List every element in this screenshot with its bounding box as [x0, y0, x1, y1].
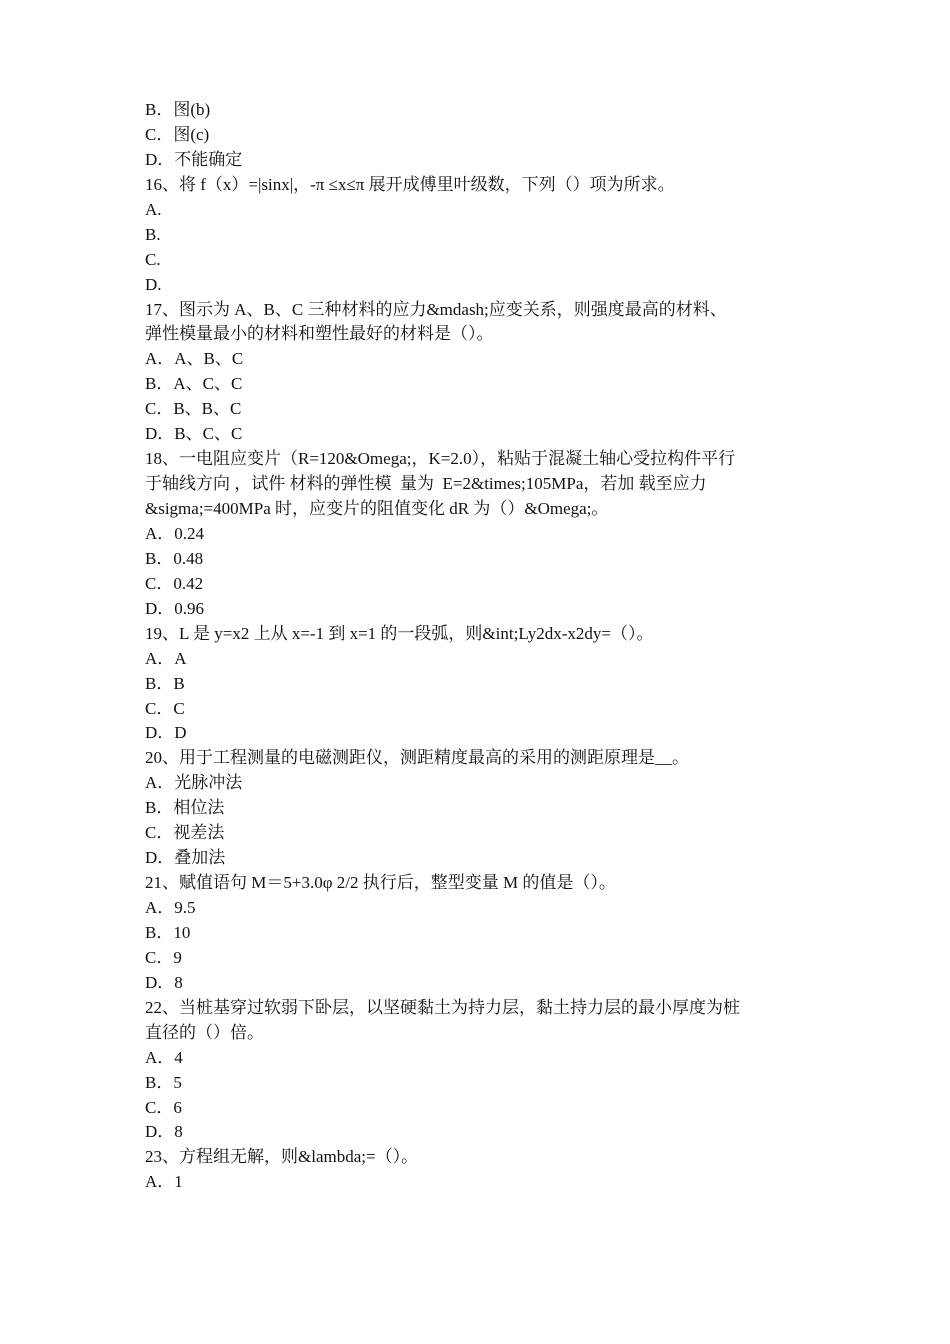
- text-line: B．相位法: [145, 798, 225, 818]
- text-line: C．6: [145, 1097, 182, 1117]
- text-line: D．0.96: [145, 598, 205, 618]
- text-line: 22、当桩基穿过软弱下卧层，以坚硬黏土为持力层，黏土持力层的最小厚度为桩: [145, 997, 740, 1017]
- text-line: A．A、B、C: [145, 349, 244, 369]
- text-line: A．光脉冲法: [145, 773, 243, 793]
- text-line: 16、将 f（x）=|sinx|，-π ≤x≤π 展开成傅里叶级数，下列（）项为所求。: [145, 174, 675, 194]
- text-line: 弹性模量最小的材料和塑性最好的材料是（）。: [145, 324, 494, 344]
- text-line: 20、用于工程测量的电磁测距仪，测距精度最高的采用的测距原理是__。: [145, 748, 689, 768]
- text-line: A．4: [145, 1047, 183, 1067]
- text-line: C．视差法: [145, 823, 225, 843]
- text-line: B．B: [145, 673, 185, 693]
- text-line: B．图(b): [145, 100, 211, 119]
- text-line: C．图(c): [145, 124, 210, 144]
- text-line: C．9: [145, 947, 182, 967]
- text-line: B．0.48: [145, 548, 204, 568]
- text-line: 17、图示为 A、B、C 三种材料的应力&mdash;应变关系，则强度最高的材料、: [145, 299, 727, 319]
- text-line: C.: [145, 249, 161, 269]
- text-line: 21、赋值语句 M＝5+3.0φ 2/2 执行后，整型变量 M 的值是（）。: [145, 873, 616, 893]
- text-line: A．9.5: [145, 898, 196, 917]
- text-line: D．B、C、C: [145, 424, 243, 444]
- text-line: D．8: [145, 1122, 183, 1142]
- text-line: 于轴线方向 ，试件 材料的弹性模 量为 E=2&times;105MPa，若加 载至应力: [145, 474, 707, 494]
- text-line: A．A: [145, 648, 187, 668]
- text-line: B．A、C、C: [145, 374, 243, 394]
- text-line: A．0.24: [145, 523, 205, 543]
- text-line: A.: [145, 199, 162, 219]
- text-line: A．1: [145, 1172, 183, 1192]
- text-line: &sigma;=400MPa 时，应变片的阻值变化 dR 为（）&Omega;。: [145, 499, 609, 518]
- text-line: D．不能确定: [145, 149, 243, 169]
- text-line: C．0.42: [145, 573, 204, 593]
- text-line: B.: [145, 224, 161, 244]
- text-line: 18、一电阻应变片（R=120&Omega;，K=2.0），粘贴于混凝土轴心受拉构件平行: [145, 449, 736, 469]
- text-line: D．D: [145, 723, 187, 743]
- text-line: B．10: [145, 922, 191, 942]
- document-body: [145, 98, 815, 1195]
- text-line: B．5: [145, 1072, 182, 1092]
- text-line: 23、方程组无解，则&lambda;=（）。: [145, 1147, 419, 1167]
- text-line: D．8: [145, 972, 183, 992]
- text-line: C．B、B、C: [145, 399, 242, 419]
- text-line: D．叠加法: [145, 848, 226, 868]
- text-line: C．C: [145, 698, 185, 718]
- text-line: 19、L 是 y=x2 上从 x=-1 到 x=1 的一段弧，则&int;Ly2dx-x2dy=（）。: [145, 623, 654, 643]
- text-line: 直径的（）倍。: [145, 1022, 264, 1042]
- text-line: D.: [145, 274, 162, 294]
